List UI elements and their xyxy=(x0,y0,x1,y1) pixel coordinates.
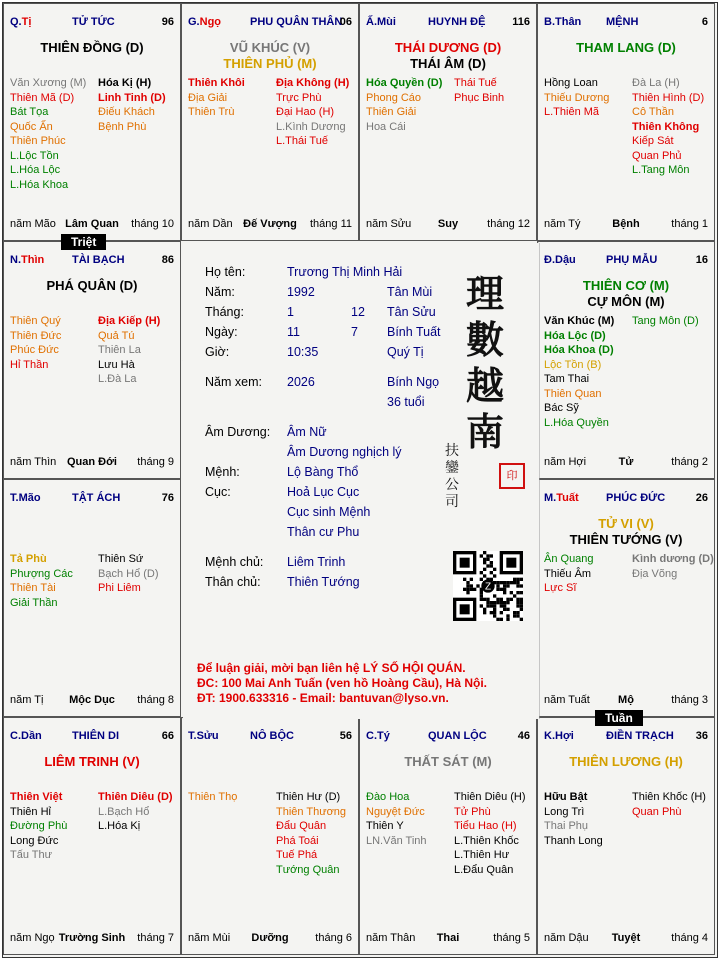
month-label: tháng 7 xyxy=(137,932,174,944)
minor-star: Tang Môn (D) xyxy=(632,315,699,327)
life-stage: Tử xyxy=(618,456,634,468)
info-am-duong-2: Âm Dương nghịch lý xyxy=(287,445,402,459)
minor-star: Tuế Phá xyxy=(276,849,318,861)
info-month: Tháng: 1 12 Tân Sửu xyxy=(205,305,436,319)
minor-star: Thiên Việt xyxy=(10,791,63,803)
minor-star: Hóa Kị (H) xyxy=(98,77,152,89)
info-cuc-2: Cục sinh Mệnh xyxy=(287,505,371,519)
year-label: năm Dậu xyxy=(544,932,589,944)
main-star: CỰ MÔN (M) xyxy=(587,294,665,309)
dai-han-number: 46 xyxy=(517,730,530,742)
month-label: tháng 9 xyxy=(137,456,174,468)
minor-star: Địa Kiếp (H) xyxy=(98,315,161,327)
minor-star: L.Thiên Hư xyxy=(454,849,510,861)
palace-name: PHU QUÂN THÂN xyxy=(250,16,343,28)
minor-star: Thiên Giải xyxy=(366,106,417,118)
minor-star: Địa Giải xyxy=(188,91,228,104)
minor-star: Hoa Cái xyxy=(366,120,406,133)
month-label: tháng 12 xyxy=(487,218,530,230)
minor-star: Hóa Quyền (D) xyxy=(366,77,443,89)
info-cuc-3: Thân cư Phu xyxy=(287,525,360,539)
minor-star: Thái Tuế xyxy=(454,77,497,89)
minor-star: Phi Liêm xyxy=(98,582,141,594)
year-label: năm Ngọ xyxy=(10,932,55,944)
main-star: THÁI DƯƠNG (D) xyxy=(394,40,502,55)
minor-star: Nguyệt Đức xyxy=(366,805,425,818)
minor-star: Ân Quang xyxy=(544,553,594,565)
dai-han-number: 96 xyxy=(161,16,174,28)
palace-name: PHÚC ĐỨC xyxy=(606,492,666,504)
qr-code-icon[interactable] xyxy=(453,551,523,621)
can-chi: Ấ.Mùi xyxy=(366,16,396,28)
can-chi: Đ.Dậu xyxy=(544,254,576,266)
palace-name: TỬ TỨC xyxy=(72,16,115,28)
minor-star: Tử Phù xyxy=(454,805,491,818)
main-star: PHÁ QUÂN (D) xyxy=(46,278,138,293)
minor-star: Hóa Lộc (D) xyxy=(544,329,606,342)
year-label: năm Mão xyxy=(10,218,56,230)
minor-star: Phục Binh xyxy=(454,91,505,104)
life-stage: Bệnh xyxy=(612,218,640,230)
can-chi: K.Hợi xyxy=(544,730,574,742)
main-star: THIÊN CƠ (M) xyxy=(582,278,670,293)
can-chi: Q.Tị xyxy=(10,16,32,28)
minor-star: LN.Văn Tinh xyxy=(366,834,427,847)
info-hour: Giờ: 10:35 Quý Tị xyxy=(205,345,424,359)
minor-star: Cô Thần xyxy=(632,106,674,118)
minor-star: Tướng Quân xyxy=(276,863,340,876)
info-view-year: Năm xem: 2026 Bính Ngọ xyxy=(205,375,440,389)
can-chi: T.Mão xyxy=(10,492,41,504)
minor-star: Thiên Mã (D) xyxy=(10,91,75,104)
minor-star: Thiên Quý xyxy=(10,315,61,327)
main-star: THÁI ÂM (D) xyxy=(410,56,486,71)
minor-star: L.Bạch Hổ xyxy=(98,805,150,818)
minor-star: L.Đẩu Quân xyxy=(454,863,514,876)
info-year: Năm: 1992 Tân Mùi xyxy=(205,285,433,299)
minor-star: Thai Phụ xyxy=(544,820,589,832)
minor-star: Thiên Khốc (H) xyxy=(632,791,706,803)
minor-star: L.Thái Tuế xyxy=(276,135,328,147)
main-star: THIÊN LƯƠNG (H) xyxy=(569,754,683,769)
minor-star: Phúc Đức xyxy=(10,344,59,356)
minor-star: Văn Khúc (M) xyxy=(544,315,615,327)
minor-star: Thiên Phúc xyxy=(10,135,66,147)
minor-star: Địa Võng xyxy=(632,567,678,580)
minor-star: Phá Toái xyxy=(276,834,319,847)
contact-address: ĐC: 100 Mai Anh Tuấn (ven hồ Hoàng Cầu), Hà Nội. xyxy=(197,676,488,690)
minor-star: L.Thiên Mã xyxy=(544,106,600,118)
minor-star: Lưu Hà xyxy=(98,358,135,371)
year-label: năm Tuất xyxy=(544,694,590,706)
minor-star: Trực Phù xyxy=(276,91,322,104)
info-cuc: Cục: Hoả Lục Cục xyxy=(205,485,360,499)
minor-star: Thiên Tài xyxy=(10,582,56,594)
can-chi: T.Sửu xyxy=(188,730,219,742)
can-chi: M.Tuất xyxy=(544,492,579,504)
dai-han-number: 36 xyxy=(695,730,708,742)
minor-star: L.Hóa Khoa xyxy=(10,178,69,191)
main-star: THIÊN PHỦ (M) xyxy=(223,56,317,71)
minor-star: Thiên Thọ xyxy=(188,791,238,803)
minor-star: L.Đà La xyxy=(98,373,137,385)
contact-phone-email[interactable]: ĐT: 1900.633316 - Email: bantuvan@lyso.vn. xyxy=(197,691,449,705)
dai-han-number: 26 xyxy=(695,492,708,504)
info-age: 36 tuổi xyxy=(387,395,425,409)
life-stage: Tuyệt xyxy=(611,932,641,944)
info-day: Ngày: 11 7 Bính Tuất xyxy=(205,325,441,339)
minor-star: Hồng Loan xyxy=(544,77,598,89)
year-label: năm Thân xyxy=(366,932,416,944)
palace-name: QUAN LỘC xyxy=(428,730,487,742)
dai-han-number: 66 xyxy=(161,730,174,742)
minor-star: Thiên Sứ xyxy=(98,553,144,565)
minor-star: L.Hóa Quyền xyxy=(544,416,609,429)
dai-han-number: 06 xyxy=(339,16,352,28)
tuan-badge: Tuần xyxy=(595,710,643,726)
month-label: tháng 10 xyxy=(131,218,174,230)
minor-star: Phượng Các xyxy=(10,567,73,580)
month-label: tháng 2 xyxy=(671,456,708,468)
triet-badge: Triệt xyxy=(61,234,106,250)
year-label: năm Thìn xyxy=(10,456,57,468)
minor-star: Quả Tú xyxy=(98,329,135,342)
year-label: năm Sửu xyxy=(366,218,412,230)
minor-star: Thiên Khôi xyxy=(188,77,245,89)
palace-name: TẬT ÁCH xyxy=(72,492,121,504)
minor-star: Thiên Hư (D) xyxy=(276,791,341,803)
minor-star: Tấu Thư xyxy=(10,849,53,861)
can-chi: C.Tý xyxy=(366,730,390,742)
minor-star: Tả Phù xyxy=(10,553,47,565)
month-label: tháng 5 xyxy=(493,932,530,944)
palace-name: THIÊN DI xyxy=(72,730,120,742)
month-label: tháng 1 xyxy=(671,218,708,230)
life-stage: Dưỡng xyxy=(251,932,289,944)
minor-star: L.Hóa Lộc xyxy=(10,164,61,176)
year-label: năm Tý xyxy=(544,218,581,230)
minor-star: Thiên Đức xyxy=(10,329,62,342)
red-seal-stamp: 印 xyxy=(499,463,525,489)
month-label: tháng 6 xyxy=(315,932,352,944)
palace-name: TÀI BẠCH xyxy=(72,254,125,266)
minor-star: Thiếu Âm xyxy=(544,567,592,580)
dai-han-number: 86 xyxy=(161,254,174,266)
month-label: tháng 11 xyxy=(309,218,352,230)
center-info-panel xyxy=(183,243,539,719)
minor-star: Thiên Thương xyxy=(276,805,347,818)
info-menh-chu: Mệnh chủ: Liêm Trinh xyxy=(205,555,346,569)
year-label: năm Tị xyxy=(10,694,44,706)
minor-star: Thiên Hình (D) xyxy=(632,91,705,104)
minor-star: Thiên Diêu (D) xyxy=(98,791,173,803)
year-label: năm Mùi xyxy=(188,932,231,944)
can-chi: C.Dần xyxy=(10,730,42,742)
minor-star: Kình dương (D) xyxy=(632,553,714,565)
minor-star: Long Trì xyxy=(544,805,585,818)
svg-text:Z: Z xyxy=(484,581,492,593)
minor-star: L.Tang Môn xyxy=(632,164,690,176)
info-name: Họ tên: Trương Thị Minh Hải xyxy=(205,265,403,279)
calligraphy-logo: 理 數 越 南 xyxy=(465,271,504,454)
life-stage: Mộ xyxy=(618,694,634,706)
life-stage: Mộc Dục xyxy=(69,694,115,706)
life-stage: Lâm Quan xyxy=(65,218,119,230)
main-star: TỬ VI (V) xyxy=(598,516,654,531)
life-stage: Trường Sinh xyxy=(58,932,126,944)
minor-star: Giải Thần xyxy=(10,596,58,609)
minor-star: Quan Phù xyxy=(632,805,682,818)
minor-star: Thiên Trù xyxy=(188,106,235,118)
main-star: THIÊN TƯỚNG (V) xyxy=(569,532,683,547)
can-chi: B.Thân xyxy=(544,16,582,28)
main-star: THAM LANG (D) xyxy=(576,40,676,55)
minor-star: Quốc Ấn xyxy=(10,120,53,133)
minor-star: Bác Sỹ xyxy=(544,402,579,414)
main-star: VŨ KHÚC (V) xyxy=(229,40,311,55)
minor-star: Kiếp Sát xyxy=(632,135,674,147)
year-label: năm Dần xyxy=(188,218,233,230)
month-label: tháng 3 xyxy=(671,694,708,706)
minor-star: Thiên Hỉ xyxy=(10,805,51,818)
dai-han-number: 76 xyxy=(161,492,174,504)
minor-star: Tiểu Hao (H) xyxy=(454,820,517,832)
main-star: THIÊN ĐỒNG (D) xyxy=(40,40,144,55)
life-stage: Thai xyxy=(436,932,460,944)
minor-star: Bệnh Phù xyxy=(98,120,147,133)
tuvi-chart xyxy=(2,2,718,958)
minor-star: Thiên Diêu (H) xyxy=(454,791,526,803)
can-chi: G.Ngọ xyxy=(188,16,222,28)
minor-star: Hỉ Thần xyxy=(10,358,49,371)
info-menh: Mệnh: Lộ Bàng Thổ xyxy=(205,465,359,479)
minor-star: Phong Cáo xyxy=(366,91,422,104)
life-stage: Quan Đới xyxy=(67,456,117,468)
minor-star: Văn Xương (M) xyxy=(10,77,87,89)
calligraphy-small: 扶 鑾 公 司 xyxy=(445,443,459,510)
contact-line-1: Để luận giải, mời bạn liên hệ LÝ SỐ HỘI QUÁN. xyxy=(197,661,466,675)
dai-han-number: 6 xyxy=(701,16,708,28)
minor-star: Linh Tinh (D) xyxy=(98,91,166,104)
dai-han-number: 56 xyxy=(339,730,352,742)
minor-star: Quan Phủ xyxy=(632,149,682,162)
dai-han-number: 16 xyxy=(695,254,708,266)
minor-star: Lực Sĩ xyxy=(544,582,577,594)
minor-star: Đường Phù xyxy=(10,820,68,832)
life-stage: Suy xyxy=(437,218,459,230)
minor-star: Tam Thai xyxy=(544,373,590,385)
palace-name: MỆNH xyxy=(606,16,639,28)
minor-star: Thanh Long xyxy=(544,834,603,847)
minor-star: L.Thiên Khốc xyxy=(454,834,519,847)
info-than-chu: Thân chủ: Thiên Tướng xyxy=(205,575,360,589)
main-star: THẤT SÁT (M) xyxy=(404,754,492,769)
can-chi: N.Thìn xyxy=(10,254,45,266)
palace-name: NÔ BỘC xyxy=(250,730,294,742)
minor-star: Thiên La xyxy=(98,344,141,356)
palace-name: HUYNH ĐỆ xyxy=(428,16,486,28)
minor-star: Đà La (H) xyxy=(632,77,680,89)
minor-star: Địa Không (H) xyxy=(276,77,350,89)
dai-han-number: 116 xyxy=(512,16,530,28)
minor-star: Đẩu Quân xyxy=(276,820,327,832)
year-label: năm Hợi xyxy=(544,456,587,468)
minor-star: L.Lộc Tồn xyxy=(10,149,59,162)
minor-star: Bát Tọa xyxy=(10,106,49,118)
main-star: LIÊM TRINH (V) xyxy=(44,754,140,769)
minor-star: Thiên Không xyxy=(632,120,700,133)
info-am-duong: Âm Dương: Âm Nữ xyxy=(205,425,327,439)
minor-star: Hóa Khoa (D) xyxy=(544,344,614,356)
minor-star: L.Hóa Kị xyxy=(98,820,141,832)
month-label: tháng 4 xyxy=(671,932,708,944)
life-stage: Đế Vượng xyxy=(243,218,297,230)
minor-star: Hữu Bật xyxy=(544,791,588,803)
minor-star: Đào Hoa xyxy=(366,791,410,803)
minor-star: Thiên Quan xyxy=(544,387,602,400)
minor-star: Lộc Tồn (B) xyxy=(544,358,602,371)
minor-star: Thiếu Dương xyxy=(544,91,610,104)
month-label: tháng 8 xyxy=(137,694,174,706)
palace-name: ĐIỀN TRẠCH xyxy=(606,730,674,742)
minor-star: Đại Hao (H) xyxy=(276,106,335,118)
minor-star: Long Đức xyxy=(10,834,59,847)
minor-star: Điếu Khách xyxy=(98,106,155,118)
minor-star: L.Kình Dương xyxy=(276,120,346,133)
contact-info xyxy=(197,661,487,706)
minor-star: Bạch Hổ (D) xyxy=(98,567,159,580)
minor-star: Thiên Y xyxy=(366,820,404,832)
palace-name: PHỤ MẪU xyxy=(606,254,658,266)
